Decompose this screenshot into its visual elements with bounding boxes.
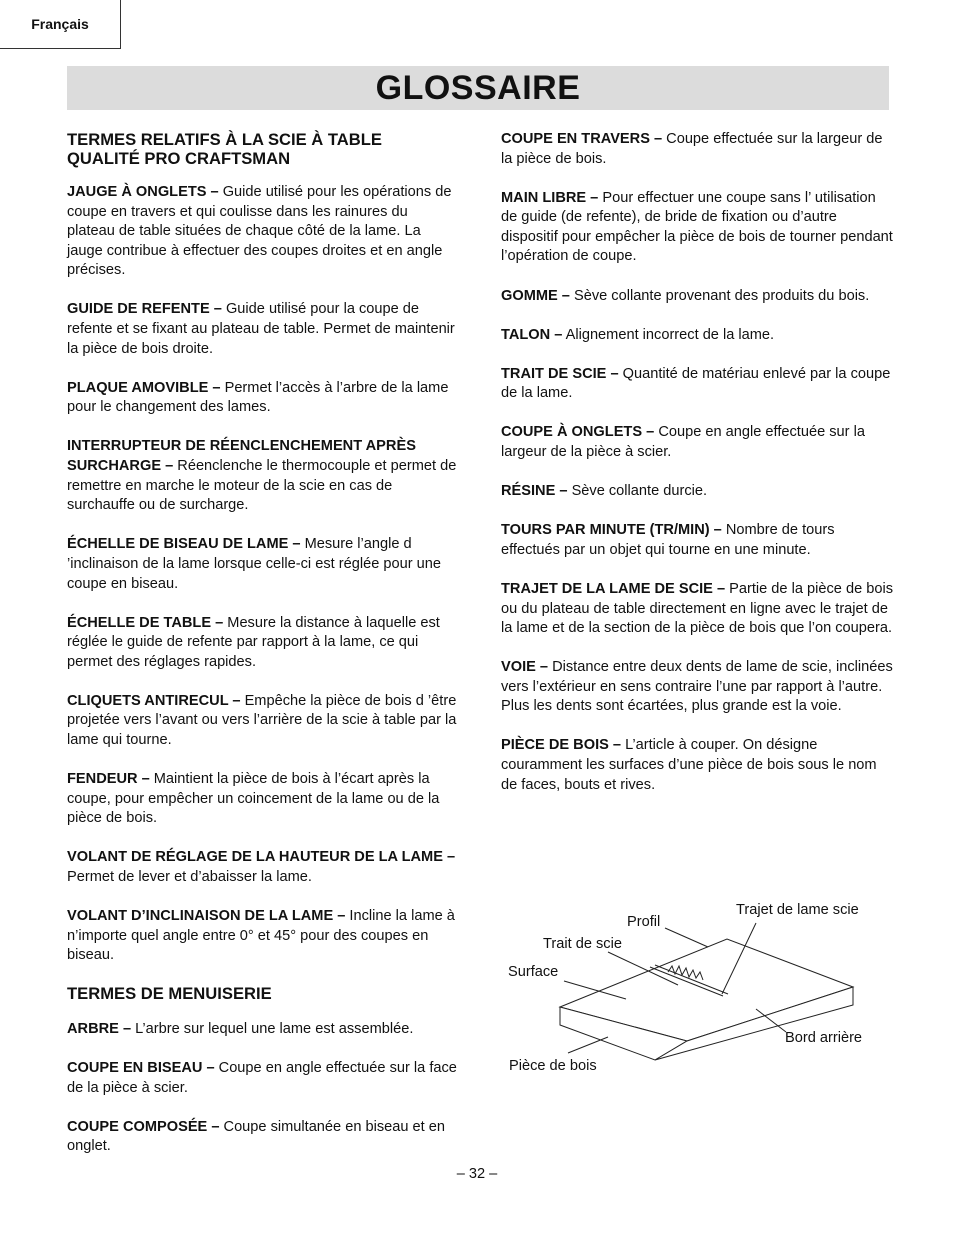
glossary-definition: Sève collante durcie. [567, 483, 708, 500]
glossary-term: GOMME – [501, 287, 570, 304]
glossary-term: TRAIT DE SCIE – [501, 365, 619, 382]
right-column [501, 130, 893, 795]
glossary-entry [67, 1020, 459, 1040]
left-column [67, 130, 459, 1157]
glossary-definition: Guide utilisé pour la coupe de refente et se fixant au plateau de table. Permet de maintenir la pièce de bois droite. [67, 301, 455, 357]
glossary-term: COUPE EN BISEAU – [67, 1060, 215, 1076]
label-workpiece: Pièce de bois [509, 1058, 597, 1074]
glossary-entry [67, 300, 459, 359]
label-profile: Profil [627, 914, 661, 930]
glossary-entry [501, 130, 893, 169]
glossary-definition: Partie de la pièce de bois ou du plateau de table directement en ligne avec le trajet de la lame et de la section de la pièce de bois que l’on coupera. [501, 580, 894, 637]
glossary-term: ÉCHELLE DE TABLE – [67, 614, 224, 631]
glossary-definition: Alignement incorrect de la lame. [562, 326, 775, 343]
glossary-term: COUPE EN TRAVERS – [501, 131, 663, 147]
glossary-entry [67, 437, 459, 515]
glossary-term: TOURS PAR MINUTE (TR/MIN) – [501, 522, 722, 539]
glossary-definition: Empêche la pièce de bois d ’être projetée vers l’avant ou vers l’arrière de la scie à table par la lame qui tourne. [67, 692, 457, 749]
glossary-entry [67, 907, 459, 966]
glossary-term: CLIQUETS ANTIRECUL – [67, 692, 241, 709]
glossary-term: PLAQUE AMOVIBLE – [67, 379, 221, 396]
glossary-definition: Mesure l’angle d ’inclinaison de la lame lorsque celle-ci est réglée pour une coupe en biseau. [67, 536, 441, 592]
glossary-term: JAUGE À ONGLETS – [67, 184, 219, 200]
glossary-definition: Guide utilisé pour les opérations de coupe en travers et qui coulisse dans les rainures du plateau de table situées de chaque côté de la lame. La jauge contribue à effectuer des coupes droites et en angle précises. [67, 184, 452, 279]
glossary-term: TRAJET DE LA LAME DE SCIE – [501, 580, 726, 597]
page-number-text: – 32 – [456, 1166, 498, 1182]
glossary-entry [501, 423, 893, 462]
glossary-entry [501, 580, 893, 639]
label-saw-path: Trajet de lame scie [736, 902, 859, 918]
glossary-entry [67, 1059, 459, 1098]
glossary-term: GUIDE DE REFENTE – [67, 301, 222, 318]
glossary-definition: Coupe en angle effectuée sur la largeur de la pièce à scier. [501, 424, 865, 461]
glossary-entry [67, 379, 459, 418]
workpiece-diagram [500, 895, 890, 1090]
glossary-term: ÉCHELLE DE BISEAU DE LAME – [67, 536, 301, 553]
glossary-definition: Maintient la pièce de bois à l’écart après la coupe, pour empêcher un coincement de la lame ou de la pièce de bois. [67, 771, 440, 827]
label-surface: Surface [508, 964, 559, 980]
glossary-definition: Permet de lever et d’abaisser la lame. [67, 869, 312, 886]
glossary-term: VOLANT DE RÉGLAGE DE LA HAUTEUR DE LA LAME – [67, 849, 456, 866]
glossary-definition: L’article à couper. On désigne couramment les surfaces d’une pièce de bois sous le nom de faces, bouts et rives. [501, 737, 877, 793]
glossary-definition: Incline la lame à n’importe quel angle entre 0° et 45° pour des coupes en biseau. [67, 908, 455, 964]
glossary-entry [67, 535, 459, 594]
glossary-definition: Quantité de matériau enlevé par la coupe de la lame. [501, 365, 891, 402]
glossary-term: FENDEUR – [67, 771, 150, 788]
glossary-entry [501, 326, 893, 346]
glossary-term: ARBRE – [67, 1020, 132, 1037]
glossary-definition: Coupe simultanée en biseau et en onglet. [67, 1118, 446, 1155]
glossary-entry [501, 658, 893, 717]
section-heading-craftsman: TERMES RELATIFS À LA SCIE À TABLE QUALITÉ PRO CRAFTSMAN [67, 130, 382, 168]
glossary-term: PIÈCE DE BOIS – [501, 737, 622, 754]
glossary-list-woodworking-terms [67, 1020, 459, 1157]
glossary-term: INTERRUPTEUR DE RÉENCLENCHEMENT APRÈS SURCHARGE – [67, 438, 416, 475]
glossary-definition: Mesure la distance à laquelle est réglée le guide de refente par rapport à la lame, ce qui permet des réglages rapides. [67, 614, 440, 670]
glossary-definition: Coupe effectuée sur la largeur de la pièce de bois. [501, 131, 883, 167]
glossary-entry [67, 692, 459, 751]
label-kerf: Trait de scie [543, 936, 622, 952]
glossary-entry [67, 1118, 459, 1157]
glossary-entry [501, 287, 893, 307]
glossary-definition: Distance entre deux dents de lame de scie, inclinées vers l’extérieur en sens contraire l’une par rapport à l’autre. Plus les dents sont écartées, plus grande est la voie. [501, 659, 893, 715]
glossary-definition: Coupe en angle effectuée sur la face de la pièce à scier. [67, 1060, 457, 1096]
glossary-term: MAIN LIBRE – [501, 189, 599, 206]
glossary-entry [501, 482, 893, 502]
glossary-definition: Nombre de tours effectués par un objet qui tourne en une minute. [501, 522, 835, 558]
glossary-entry [67, 770, 459, 829]
glossary-term: COUPE COMPOSÉE – [67, 1118, 220, 1135]
glossary-entry [501, 736, 893, 795]
page-number [0, 1166, 954, 1182]
glossary-term: VOIE – [501, 659, 549, 676]
glossary-entry [67, 848, 459, 887]
glossary-term: COUPE À ONGLETS – [501, 424, 655, 441]
section-heading-woodworking: TERMES DE MENUISERIE [67, 983, 272, 1003]
glossary-term: RÉSINE – [501, 483, 568, 500]
title-bar [67, 66, 889, 110]
glossary-definition: Sève collante provenant des produits du bois. [569, 287, 870, 304]
glossary-entry [67, 614, 459, 673]
glossary-list-woodworking-terms-continued [501, 130, 893, 795]
glossary-list-saw-terms [67, 183, 459, 966]
glossary-term: VOLANT D’INCLINAISON DE LA LAME – [67, 908, 346, 925]
glossary-definition: L’arbre sur lequel une lame est assemblée. [131, 1020, 414, 1037]
label-back-edge: Bord arrière [785, 1030, 863, 1046]
glossary-entry [67, 183, 459, 281]
glossary-definition: Réenclenche le thermocouple et permet de remettre en marche le moteur de la scie en cas de surchauffe ou de surcharge. [67, 458, 457, 514]
glossary-entry [501, 521, 893, 560]
glossary-entry [501, 365, 893, 404]
glossary-term: TALON – [501, 326, 563, 343]
glossary-entry [501, 189, 893, 267]
language-tab: Français [0, 0, 121, 49]
glossary-definition: Pour effectuer une coupe sans l’ utilisation de guide (de refente), de bride de fixation ou d’autre dispositif pour empêcher la pièce de bois de tourner pendant l’opération de coupe. [501, 189, 893, 265]
glossary-definition: Permet l’accès à l’arbre de la lame pour le changement des lames. [67, 379, 449, 416]
page-title: GLOSSAIRE [375, 69, 581, 107]
